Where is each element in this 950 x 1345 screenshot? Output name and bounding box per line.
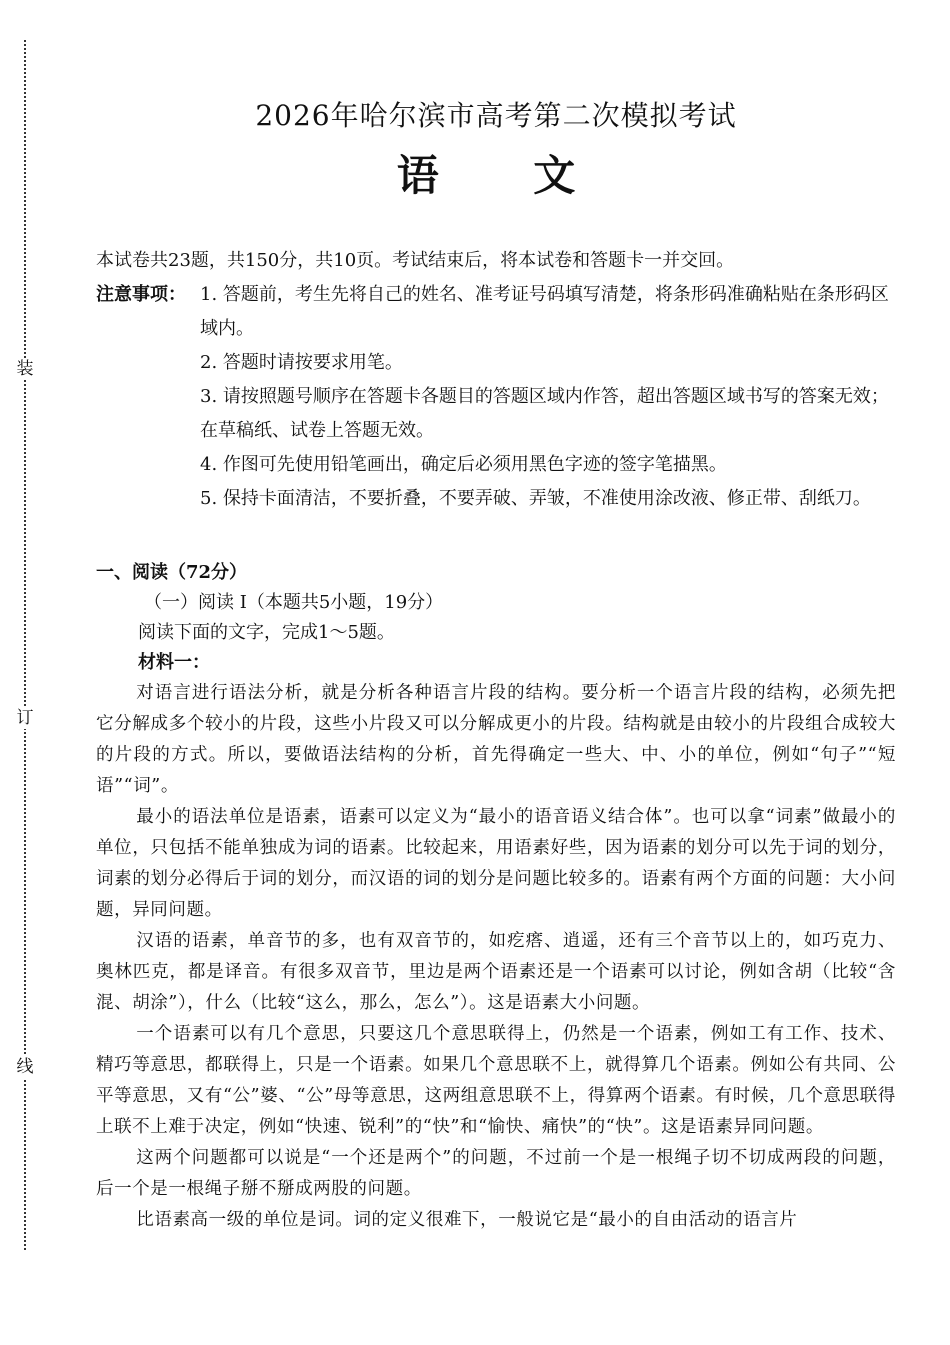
paragraph: 比语素高一级的单位是词。词的定义很难下，一般说它是“最小的自由活动的语言片 [136, 1210, 798, 1230]
notes-block [96, 278, 896, 516]
paragraph: 汉语的语素，单音节的多，也有双音节的，如疙瘩、逍遥，还有三个音节以上的，如巧克力、奥林匹克，都是译音。有很多双音节，里边是两个语素还是一个语素可以讨论，例如含胡（比较“含混、胡涂”），什么（比较“这么，那么，怎么”）。这是语素大小问题。 [96, 931, 896, 1013]
binding-mark-ding: 订 [14, 707, 36, 729]
notes-label: 注意事项： [96, 284, 186, 305]
note-item-1: 1. 答题前，考生先将自己的姓名、准考证号码填写清楚，将条形码准确粘贴在条形码区域内。 [200, 284, 889, 339]
note-item-3: 3. 请按照题号顺序在答题卡各题目的答题区域内作答，超出答题区域书写的答案无效；在草稿纸、试卷上答题无效。 [200, 386, 889, 441]
exam-page [96, 96, 896, 1236]
exam-info: 本试卷共23题，共150分，共10页。考试结束后，将本试卷和答题卡一并交回。 [96, 250, 735, 271]
note-item-5: 5. 保持卡面清洁，不要折叠，不要弄破、弄皱，不准使用涂改液、修正带、刮纸刀。 [200, 488, 871, 509]
note-item-4: 4. 作图可先使用铅笔画出，确定后必须用黑色字迹的签字笔描黑。 [200, 454, 727, 475]
material-label: 材料一： [138, 652, 210, 673]
reading-instruction: 阅读下面的文字，完成1～5题。 [138, 622, 395, 643]
exam-title: 2026年哈尔滨市高考第二次模拟考试 [255, 99, 737, 132]
section-heading: 一、阅读（72分） [96, 562, 248, 583]
binding-mark-xian: 线 [14, 1056, 36, 1078]
sub-section-heading: （一）阅读 I（本题共5小题，19分） [144, 592, 444, 613]
paragraph: 最小的语法单位是语素，语素可以定义为“最小的语音语义结合体”。也可以拿“词素”做最小的单位，只包括不能单独成为词的语素。比较起来，用语素好些，因为语素的划分可以先于词的划分，词素的划分必得后于词的划分，而汉语的词的划分是问题比较多的。语素有两个方面的问题：大小问题，异同问题。 [96, 807, 896, 920]
binding-mark-zhuang: 装 [14, 358, 36, 380]
note-item-2: 2. 答题时请按要求用笔。 [200, 352, 403, 373]
paragraph: 对语言进行语法分析，就是分析各种语言片段的结构。要分析一个语言片段的结构，必须先把它分解成多个较小的片段，这些小片段又可以分解成更小的片段。结构就是由较小的片段组合成较大的片段的方式。所以，要做语法结构的分析，首先得确定一些大、中、小的单位，例如“句子”“短语”“词”。 [96, 683, 896, 796]
paragraph: 这两个问题都可以说是“一个还是两个”的问题，不过前一个是一根绳子切不切成两段的问题，后一个是一根绳子掰不掰成两股的问题。 [96, 1148, 896, 1199]
subject-title: 语 文 [396, 151, 616, 200]
notes-first-row [96, 278, 896, 346]
paragraph: 一个语素可以有几个意思，只要这几个意思联得上，仍然是一个语素，例如工有工作、技术、精巧等意思，都联得上，只是一个语素。如果几个意思联不上，就得算几个语素。例如公有共同、公平等意思，又有“公”婆、“公”母等意思，这两组意思联不上，得算两个语素。有时候，几个意思联得上联不上难于决定，例如“快速、锐利”的“快”和“愉快、痛快”的“快”。这是语素异同问题。 [96, 1024, 896, 1137]
